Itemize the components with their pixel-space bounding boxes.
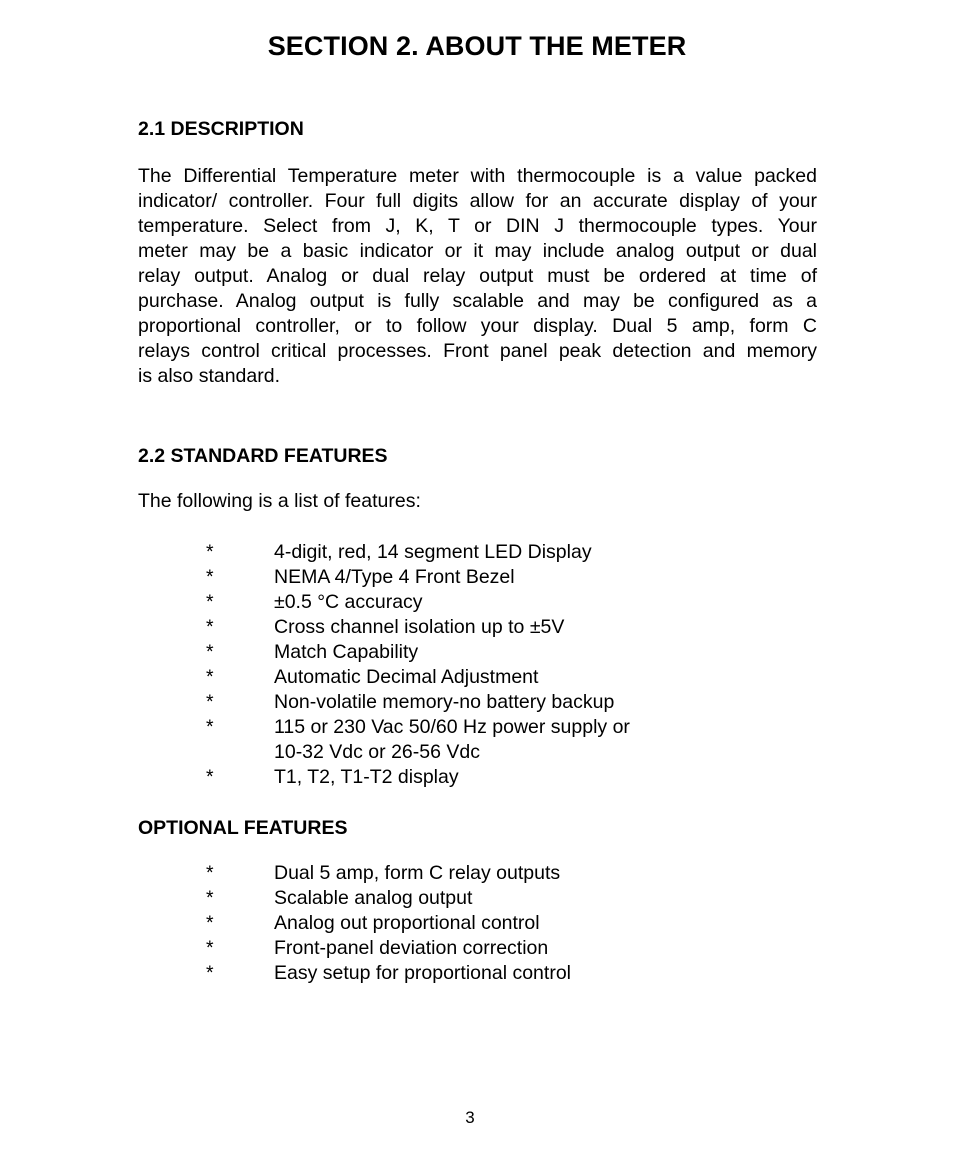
description-paragraph [138,164,817,389]
bullet-marker: * [206,641,214,663]
bullet-marker: * [206,616,214,638]
bullet-marker: * [206,591,214,613]
list-item-text: Front-panel deviation correction [274,937,549,959]
list-item-text-line: 115 or 230 Vac 50/60 Hz power supply or [274,716,630,738]
list-item-text [274,715,630,765]
bullet-marker: * [206,937,214,959]
bullet-marker: * [206,666,214,688]
standard-features-intro: The following is a list of features: [138,490,421,512]
description-line: relay output. Analog or dual relay output must be ordered at time of [138,265,817,287]
description-line: purchase. Analog output is fully scalable and may be configured as a [138,290,817,312]
bullet-marker: * [206,962,214,984]
list-item-text: Scalable analog output [274,887,473,909]
list-item-text: Dual 5 amp, form C relay outputs [274,862,561,884]
bullet-marker: * [206,541,214,563]
bullet-marker: * [206,716,214,738]
bullet-marker: * [206,862,214,884]
list-item-text: NEMA 4/Type 4 Front Bezel [274,566,515,588]
description-line: temperature. Select from J, K, T or DIN J thermocouple types. Your [138,215,817,237]
description-line: is also standard. [138,365,280,387]
bullet-marker: * [206,691,214,713]
description-line: indicator/ controller. Four full digits allow for an accurate display of your [138,190,817,212]
description-heading: 2.1 DESCRIPTION [138,118,304,140]
description-line: relays control critical processes. Front panel peak detection and memory [138,340,817,362]
bullet-marker: * [206,887,214,909]
list-item-text: 4-digit, red, 14 segment LED Display [274,541,592,563]
description-line: meter may be a basic indicator or it may include analog output or dual [138,240,817,262]
bullet-marker: * [206,766,214,788]
list-item-text: Match Capability [274,641,419,663]
list-item-text: Cross channel isolation up to ±5V [274,616,565,638]
list-item-text: Analog out proportional control [274,912,540,934]
bullet-marker: * [206,566,214,588]
list-item-text: T1, T2, T1-T2 display [274,766,459,788]
optional-features-heading: OPTIONAL FEATURES [138,817,348,839]
description-line: proportional controller, or to follow your display. Dual 5 amp, form C [138,315,817,337]
list-item-text: Automatic Decimal Adjustment [274,666,539,688]
standard-features-heading: 2.2 STANDARD FEATURES [138,445,388,467]
section-title: SECTION 2. ABOUT THE METER [267,31,687,61]
list-item-text: Non-volatile memory-no battery backup [274,691,615,713]
page-number: 3 [465,1108,475,1127]
description-line: The Differential Temperature meter with thermocouple is a value packed [138,165,817,187]
list-item-continuation: 10-32 Vdc or 26-56 Vdc [274,741,480,763]
list-item-text: Easy setup for proportional control [274,962,571,984]
bullet-marker: * [206,912,214,934]
list-item-text: ±0.5 °C accuracy [274,591,423,613]
